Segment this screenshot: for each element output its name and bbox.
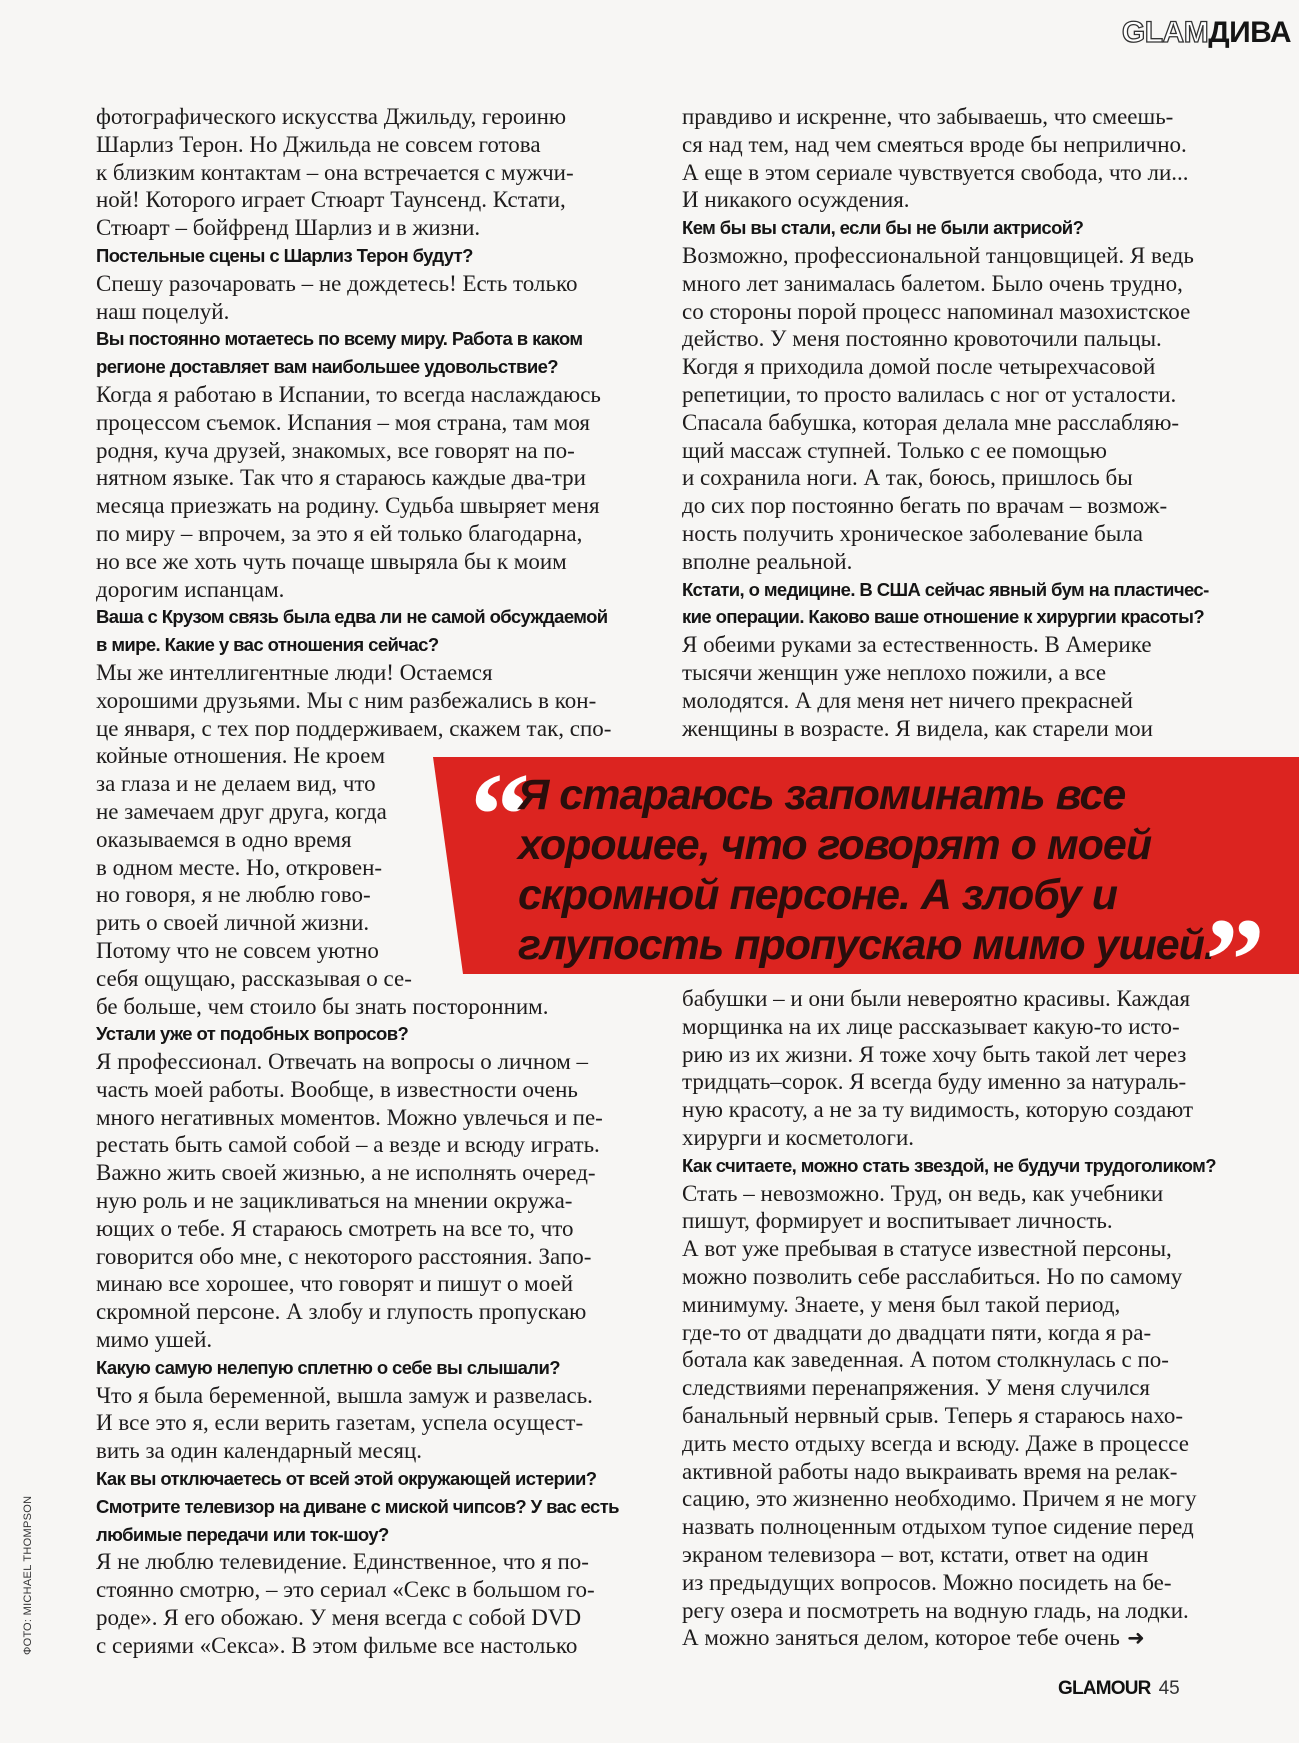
text-line: роде». Я его обожаю. У меня всегда с собой DVD: [96, 1605, 582, 1631]
text-line: минимуму. Знаете, у меня был такой период,: [682, 1291, 1121, 1317]
text-line: можно позволить себе расслабиться. Но по самому: [682, 1263, 1183, 1289]
text-line: Стюарт – бойфренд Шарлиз и в жизни.: [96, 215, 481, 241]
text-line: щий массаж ступней. Только с ее помощью: [682, 437, 1107, 463]
interview-answer: [96, 1548, 641, 1659]
text-line: дить место отдыху всегда и всюду. Даже в процессе: [682, 1430, 1189, 1456]
text-line: молодятся. А для меня нет ничего прекрасней: [682, 687, 1133, 713]
text-line: регу озера и посмотреть на водную гладь, на лодки.: [682, 1597, 1189, 1623]
text-line: где-то от двадцати до двадцати пяти, когда я ра-: [682, 1319, 1152, 1345]
interview-answer: [96, 270, 641, 326]
interview-answer: [682, 242, 1242, 576]
text-line: дорогим испанцам.: [96, 576, 285, 602]
text-line: женщины в возрасте. Я видела, как старели мои: [682, 715, 1153, 741]
text-line: рить о своей личной жизни.: [96, 910, 370, 936]
photo-credit: ФОТО: MICHAEL THOMPSON: [22, 1495, 34, 1655]
text-line: и сохранила ноги. А так, боюсь, пришлось бы: [682, 465, 1133, 491]
article-column-right-top: [682, 103, 1242, 742]
interview-question: [96, 242, 641, 270]
section-header-logo: [1122, 18, 1291, 48]
text-line: родня, куча друзей, знакомых, все говорят на по-: [96, 437, 575, 463]
text-line: Я профессионал. Отвечать на вопросы о личном –: [96, 1049, 589, 1075]
text-line: минаю все хорошее, что говорят и пишут о моей: [96, 1271, 574, 1297]
text-line: из предыдущих вопросов. Можно посидеть на бе-: [682, 1569, 1172, 1595]
text-line: регионе доставляет вам наибольшее удовольствие?: [96, 356, 558, 378]
text-line: Кстати, о медицине. В США сейчас явный бум на пластичес-: [682, 578, 1209, 600]
text-line: Что я была беременной, вышла замуж и развелась.: [96, 1382, 593, 1408]
text-line: ющих о тебе. Я стараюсь смотреть на все то, что: [96, 1215, 574, 1241]
text-line: много лет занималась балетом. Было очень трудно,: [682, 270, 1183, 296]
text-line: до сих пор постоянно бегать по врачам – возмож-: [682, 493, 1168, 519]
text-line: Важно жить своей жизнью, а не исполнять очеред-: [96, 1160, 596, 1186]
text-line: ную роль и не зацикливаться на мнении окружа-: [96, 1188, 573, 1214]
text-line: Стать – невозможно. Труд, он ведь, как учебники: [682, 1180, 1164, 1206]
text-line: пишут, формирует и воспитывает личность.: [682, 1208, 1113, 1234]
text-line: нятном языке. Так что я стараюсь каждые два-три: [96, 465, 586, 491]
text-line: Кем бы вы стали, если бы не были актрисой?: [682, 217, 1084, 239]
text-line: бе больше, чем стоило бы знать посторонним.: [96, 993, 549, 1019]
text-line: ной! Которого играет Стюарт Таунсенд. Кстати,: [96, 187, 566, 213]
text-line: процессом съемок. Испания – моя страна, там моя: [96, 409, 591, 435]
text-line: Я обеими руками за естественность. В Америке: [682, 632, 1152, 658]
text-line: вить за один календарный месяц.: [96, 1438, 423, 1464]
text-line: не замечаем друг друга, когда: [96, 798, 387, 824]
text-line: говорится обо мне, с некоторого расстояния. Запо-: [96, 1243, 592, 1269]
page-number: 45: [1158, 1678, 1180, 1699]
text-line: А можно заняться делом, которое тебе очень ➜: [682, 1625, 1145, 1651]
text-line: це января, с тех пор поддерживаем, скажем так, спо-: [96, 715, 612, 741]
open-quote-icon: “: [470, 748, 530, 881]
interview-answer: [96, 381, 641, 603]
interview-question: [682, 576, 1242, 632]
interview-question: [682, 1152, 1242, 1180]
close-quote-icon: ”: [1205, 893, 1265, 1026]
text-line: в одном месте. Но, откровен-: [96, 854, 383, 880]
text-line: койные отношения. Не кроем: [96, 743, 385, 769]
text-line: правдиво и искренне, что забываешь, что смеешь-: [682, 104, 1174, 129]
text-line: Возможно, профессиональной танцовщицей. Я ведь: [682, 242, 1194, 268]
text-line: мимо ушей.: [96, 1327, 213, 1353]
text-line: любимые передачи или ток-шоу?: [96, 1523, 389, 1545]
text-line: Как вы отключаетесь от всей этой окружающей истерии?: [96, 1468, 597, 1490]
interview-question: [682, 214, 1242, 242]
text-line: рестать быть самой собой – а везде и всюду играть.: [96, 1132, 600, 1158]
text-line: рию из их жизни. Я тоже хочу быть такой лет через: [682, 1041, 1187, 1067]
text-line: скромной персоне. А злобу и глупость пропускаю: [96, 1299, 587, 1325]
text-line: ботала как заведенная. А потом столкнулась с по-: [682, 1347, 1169, 1373]
text-line: хорошими друзьями. Мы с ним разбежались в кон-: [96, 687, 597, 713]
interview-question: [96, 1354, 641, 1382]
text-line: хирурги и косметологи.: [682, 1124, 915, 1150]
text-line: назвать полноценным отдыхом тупое сидение перед: [682, 1514, 1194, 1540]
text-line: часть моей работы. Вообще, в известности очень: [96, 1076, 578, 1102]
text-line: себя ощущаю, рассказывая о се-: [96, 965, 412, 991]
text-line: Спасала бабушка, которая делала мне расслабляю-: [682, 409, 1180, 435]
text-line: Когдя я приходила домой после четырехчасовой: [682, 354, 1156, 380]
pull-quote-line: хорошее, что говорят о моей: [518, 821, 1152, 869]
interview-question: [96, 603, 641, 659]
interview-question: [96, 1465, 641, 1548]
section-prefix: GLAM: [1121, 16, 1209, 49]
interview-answer: [96, 1048, 641, 1354]
text-line: А вот уже пребывая в статусе известной персоны,: [682, 1236, 1172, 1262]
text-line: следствиями перенапряжения. У меня случился: [682, 1375, 1150, 1401]
text-line: много негативных моментов. Можно увлечься и пе-: [96, 1104, 603, 1130]
text-line: месяца приезжать на родину. Судьба швыряет меня: [96, 493, 600, 519]
text-line: стоянно смотрю, – это сериал «Секс в большом го-: [96, 1577, 595, 1603]
text-line: со стороны порой процесс напоминал мазохистское: [682, 298, 1191, 324]
text-line: экраном телевизора – вот, кстати, ответ на один: [682, 1541, 1149, 1567]
interview-question: [96, 1020, 641, 1048]
text-line: в мире. Какие у вас отношения сейчас?: [96, 634, 439, 656]
interview-answer: [96, 103, 641, 242]
text-line: Постельные сцены с Шарлиз Терон будут?: [96, 244, 473, 266]
text-line: оказываемся в одно время: [96, 826, 352, 852]
text-line: действо. У меня постоянно кровоточили пальцы.: [682, 326, 1162, 352]
text-line: Мы же интеллигентные люди! Остаемся: [96, 659, 493, 685]
text-line: по миру – впрочем, за это я ей только благодарна,: [96, 520, 583, 546]
text-line: И никакого осуждения.: [682, 187, 910, 213]
text-line: ную красоту, а не за ту видимость, которую создают: [682, 1097, 1194, 1123]
text-line: тысячи женщин уже неплохо пожили, а все: [682, 659, 1107, 685]
pull-quote-text: [518, 770, 1288, 970]
article-column-right-bottom: [682, 985, 1242, 1653]
text-line: но говоря, я не люблю гово-: [96, 882, 371, 908]
text-line: Как считаете, можно стать звездой, не будучи трудоголиком?: [682, 1154, 1216, 1176]
text-line: Какую самую нелепую сплетню о себе вы слышали?: [96, 1356, 560, 1378]
pull-quote-line: скромной персоне. А злобу и: [518, 871, 1117, 919]
text-line: Устали уже от подобных вопросов?: [96, 1023, 409, 1045]
text-line: морщинка на их лице рассказывает какую-то исто-: [682, 1013, 1180, 1039]
text-line: сацию, это жизненно необходимо. Причем я не могу: [682, 1486, 1197, 1512]
text-line: кие операции. Каково ваше отношение к хирургии красоты?: [682, 606, 1205, 628]
interview-answer: [96, 1382, 641, 1465]
page-footer: [1058, 1678, 1180, 1700]
text-line: тридцать–сорок. Я всегда буду именно за натураль-: [682, 1069, 1187, 1095]
interview-question: [96, 325, 641, 381]
text-line: Вы постоянно мотаетесь по всему миру. Работа в каком: [96, 328, 583, 350]
text-line: Ваша с Крузом связь была едва ли не самой обсуждаемой: [96, 606, 608, 628]
text-line: Смотрите телевизор на диване с миской чипсов? У вас есть: [96, 1495, 619, 1517]
text-line: фотографического искусства Джильду, героиню: [96, 104, 567, 129]
text-line: но все же хоть чуть почаще швыряла бы к моим: [96, 548, 567, 574]
text-line: вполне реальной.: [682, 548, 853, 574]
interview-answer: [682, 103, 1242, 214]
text-line: за глаза и не делаем вид, что: [96, 771, 376, 797]
text-line: А еще в этом сериале чувствуется свобода, что ли...: [682, 159, 1189, 185]
pull-quote-line: глупость пропускаю мимо ушей.: [518, 921, 1215, 969]
continue-arrow-icon: ➜: [1119, 1626, 1145, 1651]
interview-answer: [682, 1180, 1242, 1654]
text-line: банальный нервный срыв. Теперь я стараюсь нахо-: [682, 1402, 1183, 1428]
text-line: Шарлиз Терон. Но Джильда не совсем готова: [96, 131, 541, 157]
text-line: активной работы надо выкраивать время на релак-: [682, 1458, 1178, 1484]
pull-quote-line: Я стараюсь запоминать все: [518, 771, 1126, 819]
text-line: Спешу разочаровать – не дождетесь! Есть только: [96, 270, 578, 296]
text-line: Потому что не совсем уютно: [96, 937, 379, 963]
text-line: бабушки – и они были невероятно красивы. Каждая: [682, 986, 1191, 1011]
text-line: к близким контактам – она встречается с мужчи-: [96, 159, 574, 185]
text-line: Я не люблю телевидение. Единственное, что я по-: [96, 1549, 589, 1575]
text-line: ся над тем, над чем смеяться вроде бы неприлично.: [682, 131, 1187, 157]
magazine-brand: GLAMOUR: [1058, 1678, 1151, 1699]
text-line: И все это я, если верить газетам, успела осущест-: [96, 1410, 584, 1436]
interview-answer: [682, 631, 1242, 742]
text-line: ность получить хроническое заболевание была: [682, 520, 1144, 546]
text-line: Когда я работаю в Испании, то всегда наслаждаюсь: [96, 381, 601, 407]
section-name: ДИВА: [1208, 16, 1291, 49]
text-line: репетиции, то просто валилась с ног от усталости.: [682, 381, 1177, 407]
text-line: наш поцелуй.: [96, 298, 230, 324]
interview-answer: [682, 985, 1242, 1152]
text-line: с сериями «Секса». В этом фильме все настолько: [96, 1632, 578, 1658]
